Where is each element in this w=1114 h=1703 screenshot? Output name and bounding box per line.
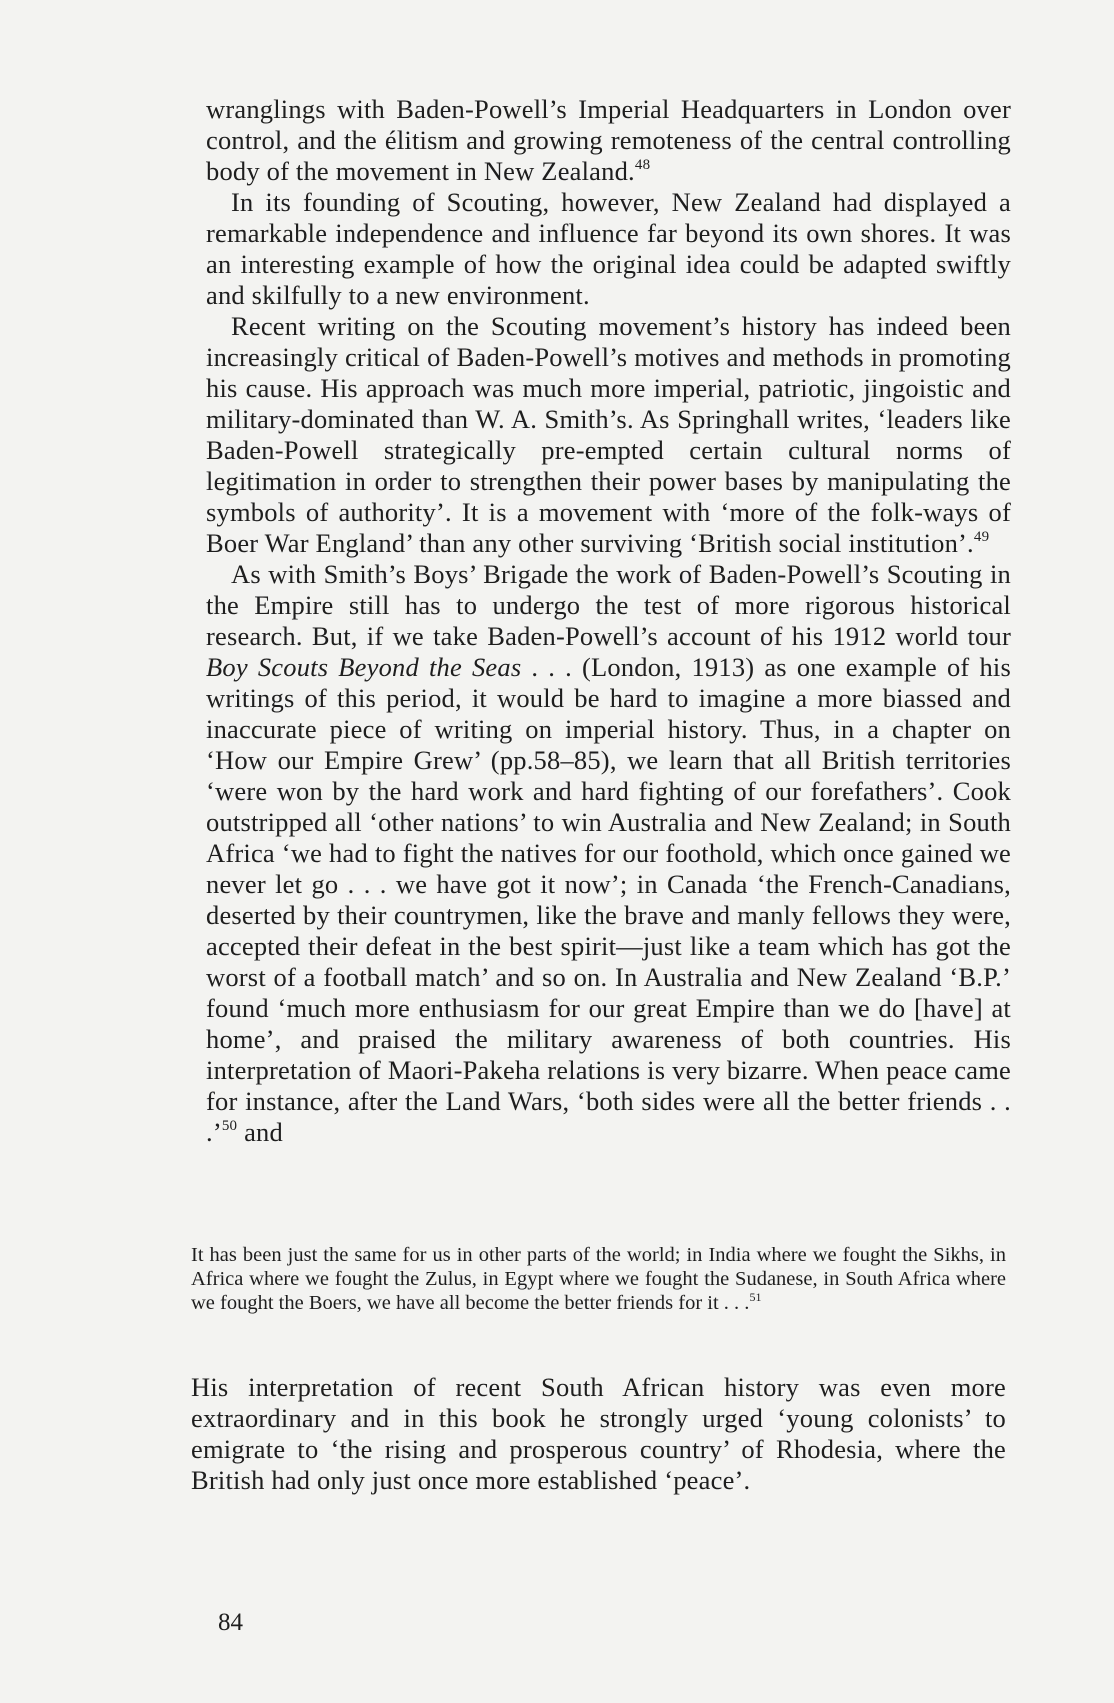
paragraph-tail: and [237, 1117, 283, 1147]
page-number: 84 [218, 1609, 243, 1636]
paragraph-text: Recent writing on the Scouting movement’s history has indeed been increasingly critical of Baden-Powell’s motives and methods in promoting his cause. His approach was much more imperial, patriotic, jingoistic and military-dominated than W. A. Smith’s. As Springhall writes, ‘leaders like Baden-Powell strategically pre-empted certain cultural norms of legitimation in order to strengthen their power bases by manipulating the symbols of authority’. It is a movement with ‘more of the folk-ways of Boer War England’ than any other surviving ‘British social institution’. [206, 311, 1011, 558]
paragraph-text: As with Smith’s Boys’ Brigade the work of Baden-Powell’s Scouting in the Empire still has to undergo the test of more rigorous historical research. But, if we take Baden-Powell’s account of his 1912 world tour [206, 559, 1011, 651]
closing-text [191, 1372, 1006, 1496]
paragraph-4 [206, 559, 1011, 1148]
footnote-ref-50: 50 [221, 1118, 238, 1134]
paragraph-text: wranglings with Baden-Powell’s Imperial Headquarters in London over control, and the élitism and growing remoteness of the central controlling body of the movement in New Zealand. [206, 94, 1011, 186]
paragraph-2 [206, 187, 1011, 311]
closing-paragraph: His interpretation of recent South African history was even more extraordinary and in this book he strongly urged ‘young colonists’ to emigrate to ‘the rising and prosperous country’ of Rhodesia, where the British had only just once more established ‘peace’. [191, 1372, 1006, 1495]
paragraph-text: In its founding of Scouting, however, New Zealand had displayed a remarkable independence and influence far beyond its own shores. It was an interesting example of how the original idea could be adapted swiftly and skilfully to a new environment. [206, 187, 1011, 310]
main-text [206, 94, 1011, 1148]
footnote-ref-48: 48 [634, 157, 651, 173]
paragraph-1 [206, 94, 1011, 187]
quote-text: It has been just the same for us in other parts of the world; in India where we fought the Sikhs, in Africa where we fought the Zulus, in Egypt where we fought the Sudanese, in South Africa where we fought the Boers, we have all become the better friends for it . . . [191, 1244, 1006, 1314]
footnote-ref-51: 51 [749, 1290, 762, 1304]
footnote-ref-49: 49 [973, 529, 990, 545]
paragraph-text: . . . (London, 1913) as one example of his writings of this period, it would be hard to imagine a more biassed and inaccurate piece of writing on imperial history. Thus, in a chapter on ‘How our Empire Grew’ (pp.58–85), we learn that all British territories ‘were won by the hard work and hard fighting of our forefathers’. Cook outstripped all ‘other nations’ to win Australia and New Zealand; in South Africa ‘we had to fight the natives for our foothold, which once gained we never let go . . . we have got it now’; in Canada ‘the French-Canadians, deserted by their countrymen, like the brave and manly fellows they were, accepted their defeat in the best spirit—just like a team which has got the worst of a football match’ and so on. In Australia and New Zealand ‘B.P.’ found ‘much more enthusiasm for our great Empire than we do [have] at home’, and praised the military awareness of both countries. His interpretation of Maori-Pakeha relations is very bizarre. When peace came for instance, after the Land Wars, ‘both sides were all the better friends . . .’ [206, 652, 1011, 1147]
paragraph-3 [206, 311, 1011, 559]
book-title: Boy Scouts Beyond the Seas [206, 652, 522, 682]
block-quote [191, 1243, 1006, 1315]
